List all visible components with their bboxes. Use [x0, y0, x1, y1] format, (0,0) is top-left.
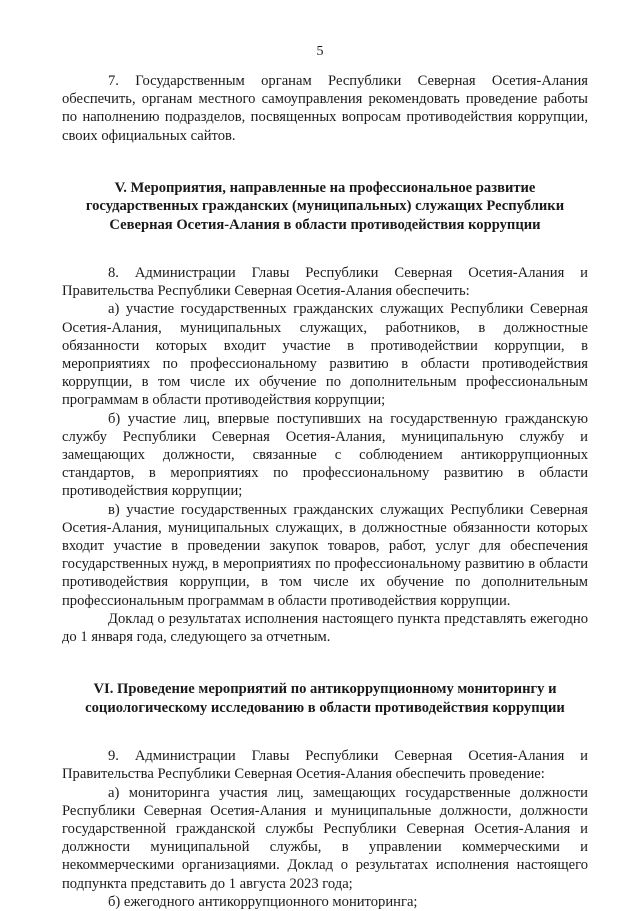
paragraph-9: 9. Администрации Главы Республики Северная Осетия-Алания и Правительства Республики Северная Осетия-Алания обеспечить проведение:: [62, 748, 588, 783]
page-number: 5: [316, 44, 324, 59]
paragraph-8-report: Доклад о результатах исполнения настоящего пункта представлять ежегодно до 1 января года, следующего за отчетным.: [62, 610, 588, 646]
paragraph-7: 7. Государственным органам Республики Северная Осетия-Алания обеспечить, органам местного самоуправления рекомендовать проведение работы по наполнению подразделов, посвященных вопросам противодействия коррупции, своих официальных сайтов.: [62, 73, 588, 144]
paragraph-8-c: в) участие государственных гражданских служащих Республики Северная Осетия-Алания, муниципальных служащих, в должностные обязанности которых входит участие в проведении закупок товаров, работ, услуг для обеспечения государственных нужд, в мероприятиях по профессиональному развитию в области противодействия коррупции, в том числе их обучение по дополнительным профессиональным программам в области противодействия коррупции.: [62, 501, 588, 609]
section-heading-v: V. Мероприятия, направленные на профессиональное развитие государственных гражданских (муниципальных) служащих Республики Северная Осетия-Алания в области противодействия коррупции: [85, 179, 565, 233]
document-body: [62, 72, 588, 911]
paragraph-8: 8. Администрации Главы Республики Северная Осетия-Алания и Правительства Республики Северная Осетия-Алания обеспечить:: [62, 265, 588, 300]
section-heading-vi: VI. Проведение мероприятий по антикоррупционному мониторингу и социологическому исследованию в области противодействия коррупции: [85, 681, 565, 716]
paragraph-8-a: а) участие государственных гражданских служащих Республики Северная Осетия-Алания, муниципальных служащих, работников, в должностные обязанности которых входит участие в противодействии коррупции, в мероприятиях по профессиональному развитию в области противодействия коррупции, в том числе их обучение по дополнительным профессиональным программам в области противодействия коррупции;: [62, 301, 588, 409]
paragraph-8-b: б) участие лиц, впервые поступивших на государственную гражданскую службу Республики Северная Осетия-Алания, муниципальную службу и замещающих должности, связанные с соблюдением антикоррупционных стандартов, в мероприятиях по профессиональному развитию в области противодействия коррупции;: [62, 410, 588, 500]
paragraph-9-a: а) мониторинга участия лиц, замещающих государственные должности Республики Северная Осетия-Алания и муниципальные должности, должности государственной гражданской службы Республики Северная Осетия-Алания и должности муниципальной службы, в управлении коммерческими и некоммерческими организациями. Доклад о результатах исполнения настоящего подпункта представить до 1 августа 2023 года;: [62, 784, 588, 892]
paragraph-9-b: б) ежегодного антикоррупционного мониторинга;: [108, 893, 418, 910]
